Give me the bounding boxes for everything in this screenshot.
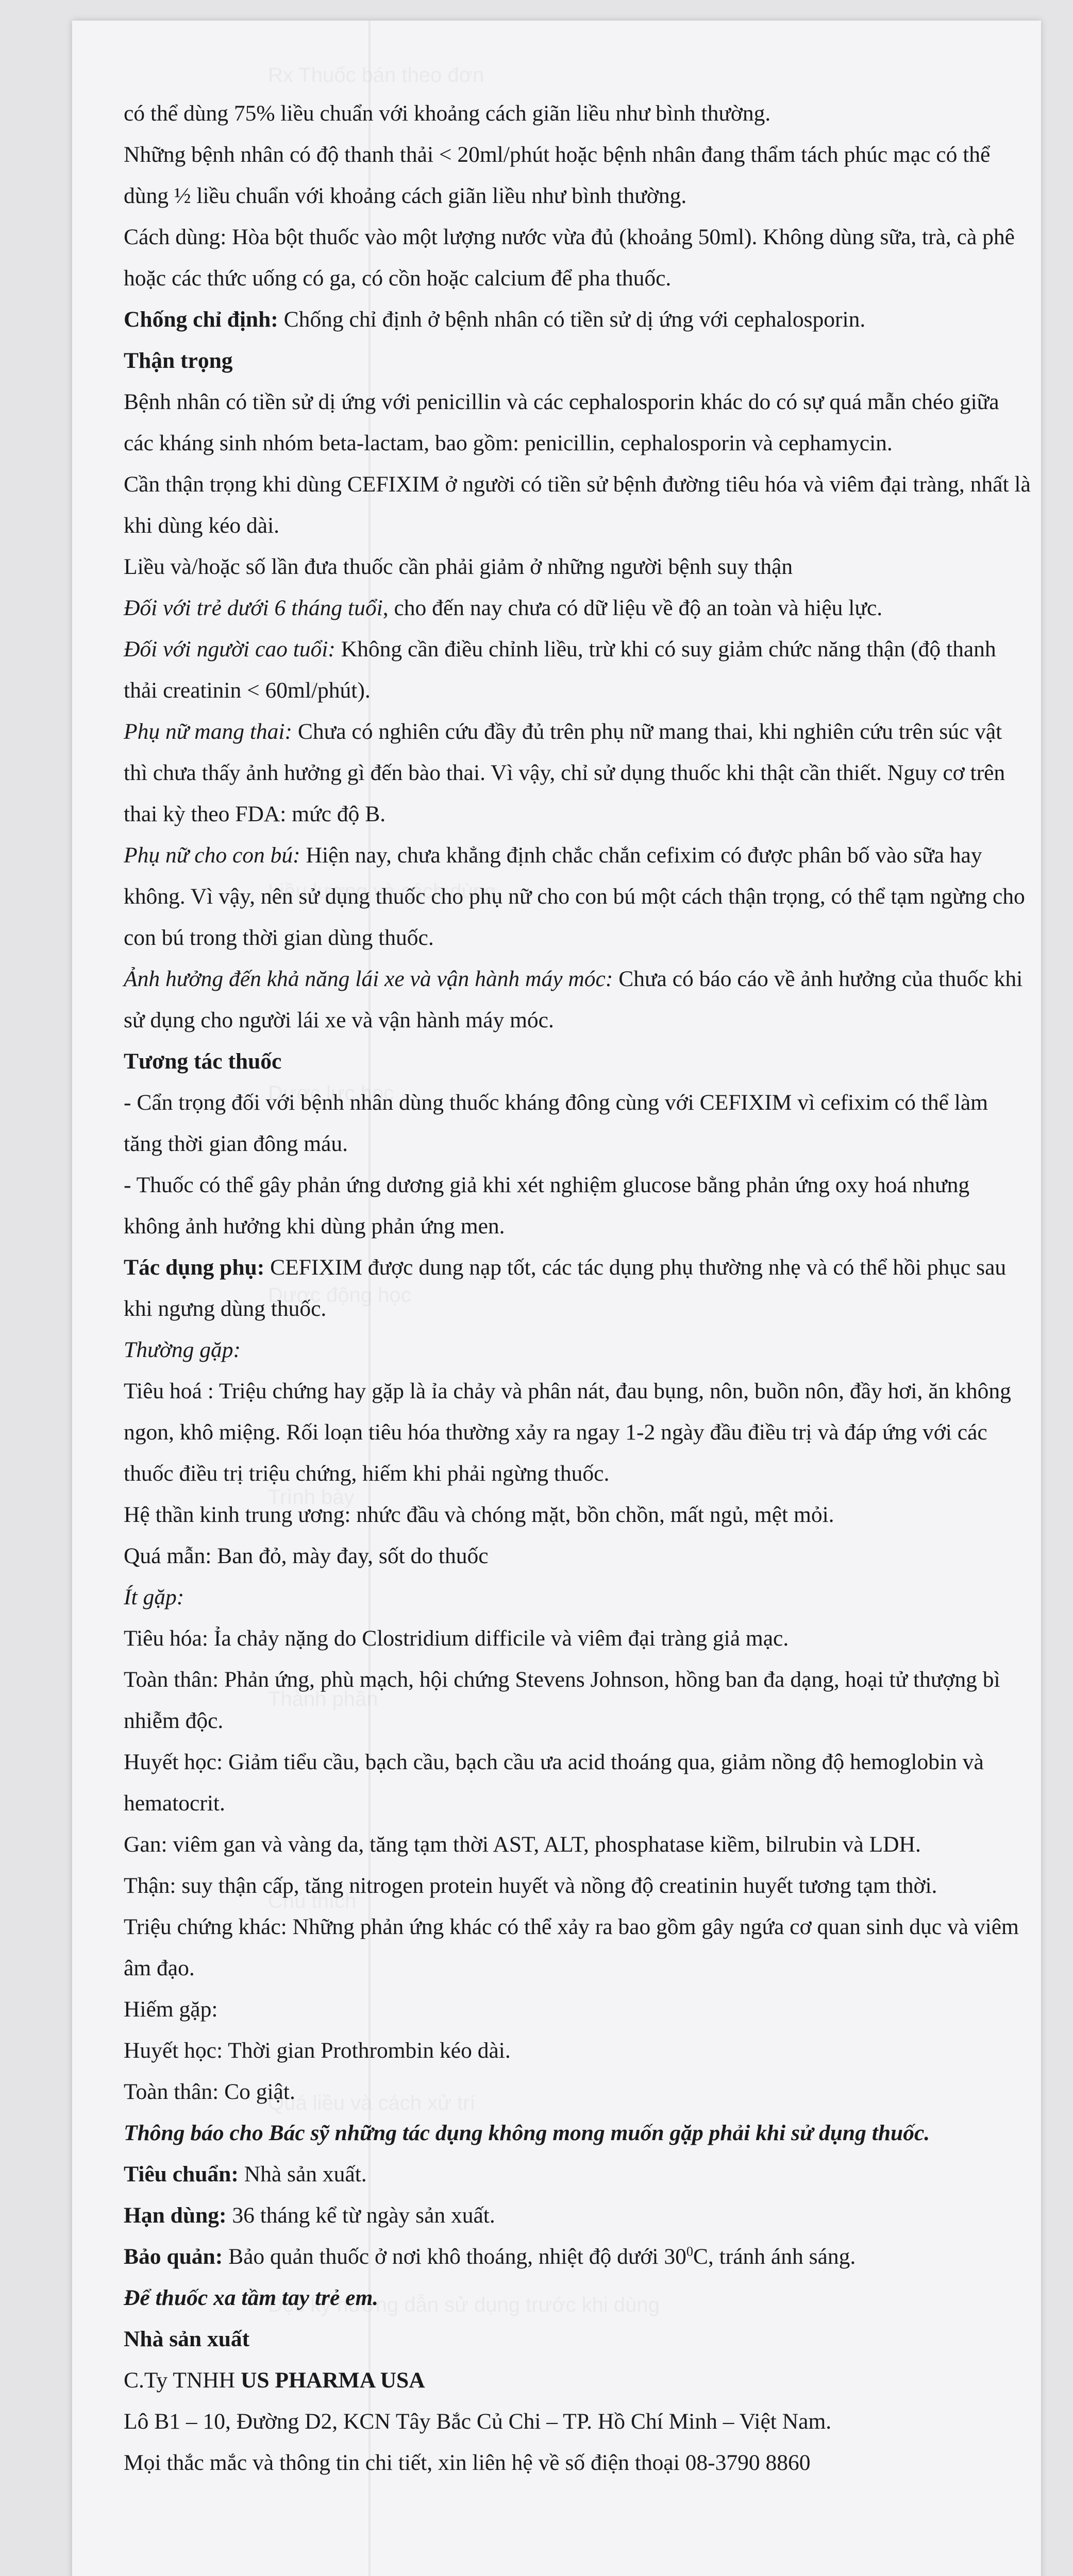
heading-manufacturer: Nhà sản xuất [124, 2327, 250, 2351]
precaution-gi: Cần thận trọng khi dùng CEFIXIM ở người có tiền sử bệnh đường tiêu hóa và viêm đại tràng, nhất là khi dùng kéo dài. [124, 472, 1031, 538]
contraindications-text: Chống chỉ định ở bệnh nhân có tiền sử dị ứng với cephalosporin. [278, 307, 866, 332]
pregnancy-text: Chưa có nghiên cứu đầy đủ trên phụ nữ mang thai, khi nghiên cứu trên súc vật thì chưa thấy ảnh hưởng gì đến bào thai. Vì vậy, chỉ sử dụng thuốc khi thật cần thiết. Nguy cơ trên thai kỳ theo FDA: mức độ B. [124, 719, 1005, 826]
heading-precautions: Thận trọng [124, 348, 233, 373]
degree-superscript: 0 [686, 2244, 693, 2259]
common-hypersensitivity: Quá mẫn: Ban đỏ, mày đay, sốt do thuốc [124, 1544, 489, 1568]
heading-common: Thường gặp: [124, 1337, 241, 1362]
leaflet-page [72, 21, 1041, 2576]
lactation-label: Phụ nữ cho con bú: [124, 843, 300, 868]
precaution-driving [124, 958, 1031, 1041]
side-effects [124, 1247, 1031, 1329]
precaution-pregnancy [124, 711, 1031, 835]
manufacturer-address: Lô B1 – 10, Đường D2, KCN Tây Bắc Củ Chi – TP. Hồ Chí Minh – Việt Nam. [124, 2409, 832, 2434]
pregnancy-label: Phụ nữ mang thai: [124, 719, 292, 744]
report-notice: Thông báo cho Bác sỹ những tác dụng không mong muốn gặp phải khi sử dụng thuốc. [124, 2121, 930, 2145]
rare-systemic: Toàn thân: Co giật. [124, 2079, 295, 2104]
infants-text: , cho đến nay chưa có dữ liệu về độ an toàn và hiệu lực. [382, 596, 883, 620]
precaution-allergy: Bệnh nhân có tiền sử dị ứng với penicillin và các cephalosporin khác do có sự quá mẫn chéo giữa các kháng sinh nhóm beta-lactam, bao gồm: penicillin, cephalosporin và cephamycin. [124, 389, 999, 455]
manufacturer-name [124, 2360, 1031, 2401]
precaution-elderly [124, 629, 1031, 711]
leaflet-text [124, 93, 1031, 2483]
uncommon-hematology: Huyết học: Giảm tiểu cầu, bạch cầu, bạch cầu ưa acid thoáng qua, giảm nồng độ hemoglobin và hematocrit. [124, 1750, 984, 1816]
driving-text: Chưa có báo cáo về ảnh hưởng của thuốc khi sử dụng cho người lái xe và vận hành máy móc. [124, 967, 1023, 1032]
side-effects-label: Tác dụng phụ: [124, 1255, 265, 1280]
contraindications-label: Chống chỉ định: [124, 307, 278, 332]
uncommon-other: Triệu chứng khác: Những phản ứng khác có thể xảy ra bao gồm gây ngứa cơ quan sinh dục và viêm âm đạo. [124, 1914, 1019, 1980]
company-prefix: C.Ty TNHH [124, 2368, 241, 2393]
uncommon-gi: Tiêu hóa: Ỉa chảy nặng do Clostridium difficile và viêm đại tràng giả mạc. [124, 1626, 789, 1651]
side-effects-text: CEFIXIM được dung nạp tốt, các tác dụng phụ thường nhẹ và có thể hồi phục sau khi ngưng dùng thuốc. [124, 1255, 1007, 1321]
company-name: US PHARMA USA [240, 2368, 425, 2393]
uncommon-kidney: Thận: suy thận cấp, tăng nitrogen protein huyết và nồng độ creatinin huyết tương tạm thời. [124, 1873, 937, 1898]
interaction-glucose-test: - Thuốc có thể gây phản ứng dương giả khi xét nghiệm glucose bằng phản ứng oxy hoá nhưng không ảnh hưởng khi dùng phản ứng men. [124, 1173, 970, 1239]
precaution-infants [124, 587, 1031, 629]
common-gi: Tiêu hoá : Triệu chứng hay gặp là ỉa chảy và phân nát, đau bụng, nôn, buồn nôn, đầy hơi, ăn không ngon, khô miệng. Rối loạn tiêu hóa thường xảy ra ngay 1-2 ngày đầu điều trị và đáp ứng với các thuốc điều trị triệu chứng, hiếm khi phải ngừng thuốc. [124, 1379, 1011, 1486]
shelf-life-text: 36 tháng kể từ ngày sản xuất. [226, 2203, 495, 2228]
common-cns: Hệ thần kinh trung ương: nhức đầu và chóng mặt, bồn chồn, mất ngủ, mệt mỏi. [124, 1502, 834, 1527]
dosage-renal-half: Những bệnh nhân có độ thanh thải < 20ml/phút hoặc bệnh nhân đang thẩm tách phúc mạc có thể dùng ½ liều chuẩn với khoảng cách giãn liều như bình thường. [124, 142, 991, 208]
driving-label: Ảnh hưởng đến khả năng lái xe và vận hành máy móc: [124, 967, 613, 991]
shelf-life [124, 2195, 1031, 2236]
heading-interactions: Tương tác thuốc [124, 1049, 282, 1074]
uncommon-liver: Gan: viêm gan và vàng da, tăng tạm thời AST, ALT, phosphatase kiềm, bilrubin và LDH. [124, 1832, 921, 1857]
dosage-renal-75: có thể dùng 75% liều chuẩn với khoảng cách giãn liều như bình thường. [124, 101, 771, 126]
contraindications [124, 299, 1031, 340]
standard [124, 2154, 1031, 2195]
keep-away-children: Để thuốc xa tầm tay trẻ em. [124, 2285, 379, 2310]
precaution-lactation [124, 835, 1031, 958]
storage-text-b: C, tránh ánh sáng. [693, 2244, 856, 2269]
precaution-renal: Liều và/hoặc số lần đưa thuốc cần phải giảm ở những người bệnh suy thận [124, 554, 793, 579]
administration: Cách dùng: Hòa bột thuốc vào một lượng nước vừa đủ (khoảng 50ml). Không dùng sữa, trà, cà phê hoặc các thức uống có ga, có cồn hoặc calcium để pha thuốc. [124, 225, 1015, 291]
storage-label: Bảo quản: [124, 2244, 223, 2269]
elderly-text: Không cần điều chỉnh liều, trừ khi có suy giảm chức năng thận (độ thanh thải creatinin < 60ml/phút). [124, 637, 996, 703]
interaction-anticoagulant: - Cẩn trọng đối với bệnh nhân dùng thuốc kháng đông cùng với CEFIXIM vì cefixim có thể làm tăng thời gian đông máu. [124, 1090, 988, 1156]
contact-phone: Mọi thắc mắc và thông tin chi tiết, xin liên hệ về số điện thoại 08-3790 8860 [124, 2450, 811, 2475]
infants-label: Đối với trẻ dưới 6 tháng tuổi [124, 596, 383, 620]
storage-text-a: Bảo quản thuốc ở nơi khô thoáng, nhiệt độ dưới 30 [223, 2244, 686, 2269]
uncommon-systemic: Toàn thân: Phản ứng, phù mạch, hội chứng Stevens Johnson, hồng ban đa dạng, hoại tử thượng bì nhiễm độc. [124, 1667, 1000, 1733]
heading-rare: Hiếm gặp: [124, 1997, 218, 2022]
standard-label: Tiêu chuẩn: [124, 2162, 239, 2187]
rare-hematology: Huyết học: Thời gian Prothrombin kéo dài. [124, 2038, 511, 2063]
elderly-label: Đối với người cao tuổi: [124, 637, 336, 662]
lactation-text: Hiện nay, chưa khẳng định chắc chắn cefixim có được phân bố vào sữa hay không. Vì vậy, nên sử dụng thuốc cho phụ nữ cho con bú một cách thận trọng, có thể tạm ngừng cho con bú trong thời gian dùng thuốc. [124, 843, 1025, 950]
ghost-line [268, 52, 1041, 99]
heading-uncommon: Ít gặp: [124, 1585, 185, 1609]
standard-text: Nhà sản xuất. [238, 2162, 367, 2187]
shelf-life-label: Hạn dùng: [124, 2203, 227, 2228]
storage [124, 2236, 1031, 2277]
